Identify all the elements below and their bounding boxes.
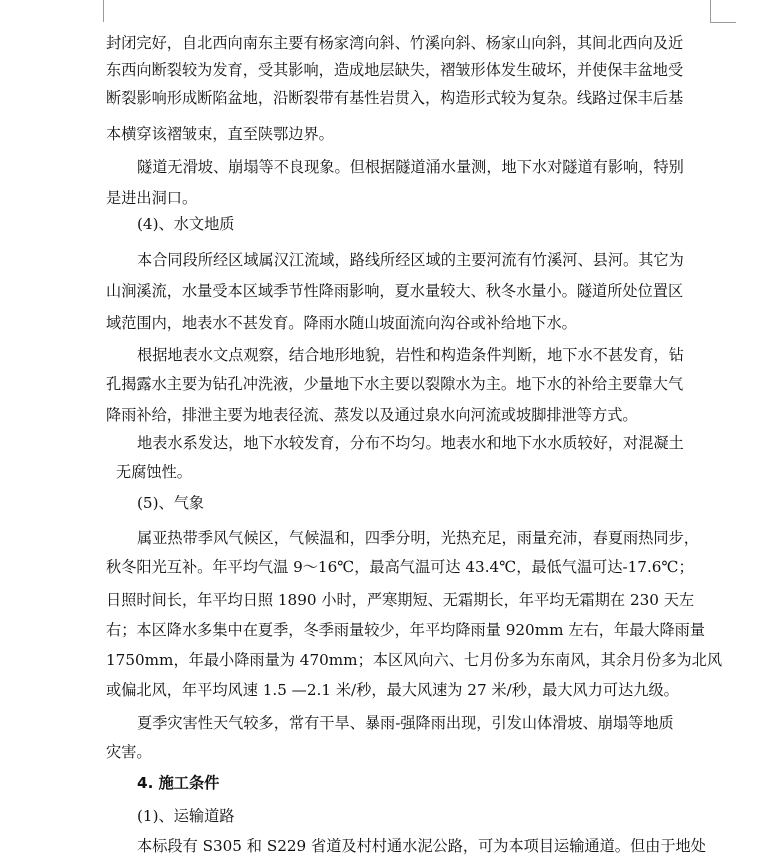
paragraph-line: 或偏北风，年平均风速 1.5 —2.1 米/秒，最大风速为 27 米/秒，最大风力可达九级。 — [106, 681, 679, 699]
paragraph-line: 右；本区降水多集中在夏季，冬季雨量较少，年平均降雨量 920mm 左右，年最大降雨量 — [106, 621, 706, 639]
section-heading-construction-conditions: 4. 施工条件 — [137, 774, 220, 792]
paragraph-line: 域范围内，地表水不甚发育。降雨水随山坡面流向沟谷或补给地下水。 — [106, 314, 577, 332]
paragraph-line: 孔揭露水主要为钻孔冲洗液，少量地下水主要以裂隙水为主。地下水的补给主要靠大气 — [106, 375, 684, 393]
paragraph-line: 地表水系发达，地下水较发育，分布不均匀。地表水和地下水水质较好，对混凝土 — [137, 434, 684, 452]
paragraph-line: 无腐蚀性。 — [116, 463, 192, 481]
paragraph-line: 1750mm，年最小降雨量为 470mm；本区风向六、七月份多为东南风，其余月份多为北风 — [106, 651, 723, 669]
page-corner-mark-left — [103, 0, 104, 22]
paragraph-line: 东西向断裂较为发育，受其影响，造成地层缺失，褶皱形体发生破坏，并使保丰盆地受 — [106, 61, 684, 79]
section-heading-transport-roads: (1)、运输道路 — [137, 807, 235, 825]
paragraph-line: 本标段有 S305 和 S229 省道及村村通水泥公路，可为本项目运输通道。但由于地处 — [137, 837, 706, 855]
page-corner-mark-right-horizontal — [710, 22, 736, 23]
paragraph-line: 是进出洞口。 — [106, 189, 198, 207]
paragraph-line: 隧道无滑坡、崩塌等不良现象。但根据隧道涌水量测，地下水对隧道有影响，特别 — [137, 158, 684, 176]
section-heading-climate: (5)、气象 — [137, 494, 205, 512]
paragraph-line: 日照时间长，年平均日照 1890 小时，严寒期短、无霜期长，年平均无霜期在 230 天左 — [106, 591, 695, 609]
paragraph-line: 山涧溪流，水量受本区域季节性降雨影响，夏水量较大、秋冬水量小。隧道所处位置区 — [106, 282, 684, 300]
paragraph-line: 断裂影响形成断陷盆地，沿断裂带有基性岩贯入，构造形式较为复杂。线路过保丰后基 — [106, 89, 684, 107]
paragraph-line: 本横穿该褶皱束，直至陕鄂边界。 — [106, 125, 334, 143]
paragraph-line: 灾害。 — [106, 743, 152, 761]
paragraph-line: 降雨补给，排泄主要为地表径流、蒸发以及通过泉水向河流或坡脚排泄等方式。 — [106, 406, 638, 424]
paragraph-line: 属亚热带季风气候区，气候温和，四季分明，光热充足，雨量充沛，春夏雨热同步， — [137, 529, 699, 547]
section-heading-hydrogeology: (4)、水文地质 — [137, 215, 235, 233]
paragraph-line: 秋冬阳光互补。年平均气温 9～16℃，最高气温可达 43.4℃，最低气温可达-17.6℃； — [106, 558, 694, 576]
paragraph-line: 本合同段所经区域属汉江流域，路线所经区域的主要河流有竹溪河、县河。其它为 — [137, 251, 684, 269]
paragraph-line: 夏季灾害性天气较多，常有干旱、暴雨-强降雨出现，引发山体滑坡、崩塌等地质 — [137, 714, 674, 732]
paragraph-line: 封闭完好，自北西向南东主要有杨家湾向斜、竹溪向斜、杨家山向斜，其间北西向及近 — [106, 34, 684, 52]
paragraph-line: 根据地表水文点观察，结合地形地貌，岩性和构造条件判断，地下水不甚发育，钻 — [137, 346, 684, 364]
page-corner-mark-right-vertical — [710, 0, 711, 22]
